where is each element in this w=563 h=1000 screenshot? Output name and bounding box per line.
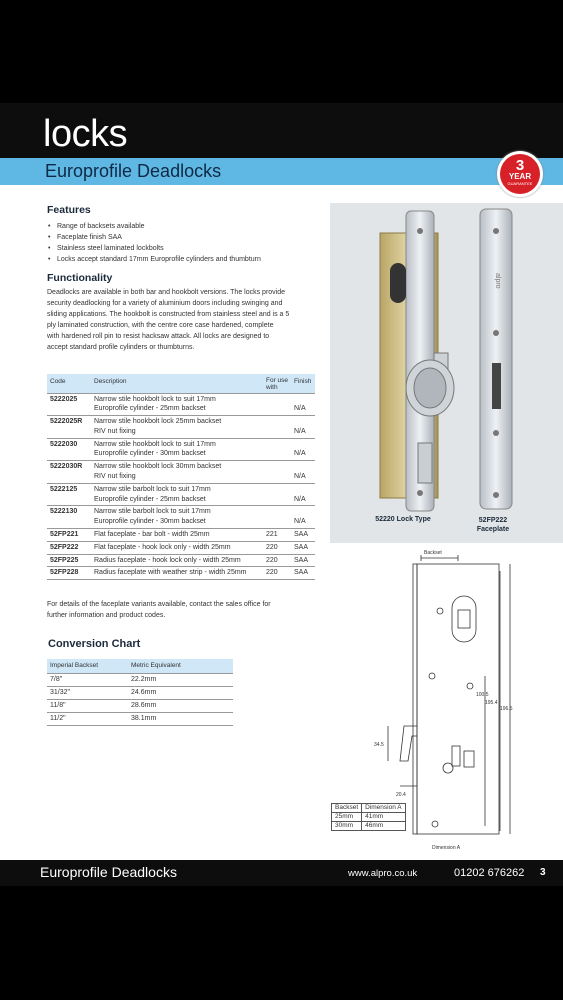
- desc-line: RIV nut fixing: [94, 473, 136, 481]
- functionality-line: accept standard profile cylinders or thumbturns.: [47, 344, 195, 351]
- metric-value: 22.2mm: [128, 673, 233, 686]
- row-description: [93, 461, 265, 484]
- feature-item: • Stainless steel laminated lockbolts: [47, 243, 317, 254]
- row-finish: SAA: [293, 554, 315, 567]
- footer-bar: [0, 860, 563, 886]
- metric-value: 38.1mm: [128, 712, 233, 725]
- row-description: [93, 506, 265, 529]
- row-code: 5222030R: [47, 461, 93, 484]
- dim-value: 41mm: [362, 813, 406, 822]
- table-row: [47, 461, 315, 484]
- table-row: [47, 416, 315, 439]
- header-finish: Finish: [293, 374, 315, 393]
- header-code: Code: [47, 374, 93, 393]
- conversion-header: [47, 659, 233, 673]
- functionality-heading: Functionality: [47, 272, 113, 284]
- functionality-line: security deadlocking for a variety of aluminium doors including swinging and: [47, 300, 283, 307]
- row-code: 52FP221: [47, 529, 93, 542]
- table-row: [47, 554, 315, 567]
- functionality-line: ply laminated construction, with the centre core case hardened, complete: [47, 322, 274, 329]
- row-for-use: 220: [265, 567, 293, 580]
- guarantee-badge: [497, 151, 543, 197]
- row-for-use: [265, 438, 293, 461]
- dimension-table-header: [332, 804, 406, 813]
- guarantee-badge-inner: [500, 154, 540, 194]
- faceplate-caption: [468, 516, 518, 534]
- row-description: [93, 554, 265, 567]
- page-subtitle: Europrofile Deadlocks: [45, 161, 222, 181]
- dim-header-dimension: Dimension A: [362, 804, 406, 813]
- badge-number: 3: [515, 157, 525, 174]
- feature-item: • Locks accept standard 17mm Europrofile cylinders and thumbturn: [47, 254, 317, 265]
- header-metric: Metric Equivalent: [128, 659, 233, 673]
- diagram-dim-100-5: 100.5: [476, 692, 489, 698]
- features-list: [47, 221, 317, 265]
- faceplate-caption-code: 52FP222: [478, 517, 508, 524]
- diagram-dim-195-4: 195.4: [485, 700, 498, 706]
- subtitle-bar: [0, 158, 563, 185]
- row-finish: N/A: [293, 506, 315, 529]
- row-code: 5222025R: [47, 416, 93, 439]
- dim-header-backset: Backset: [332, 804, 362, 813]
- row-finish: N/A: [293, 483, 315, 506]
- row-for-use: 220: [265, 554, 293, 567]
- imperial-value: 7/8": [47, 673, 128, 686]
- desc-line: Narrow stile barbolt lock to suit 17mm: [94, 485, 211, 493]
- badge-small-text: GUARANTEE: [507, 181, 533, 186]
- row-finish: N/A: [293, 438, 315, 461]
- row-for-use: [265, 483, 293, 506]
- row-for-use: [265, 416, 293, 439]
- note-line: further information and product codes.: [47, 612, 166, 619]
- row-code: 52FP225: [47, 554, 93, 567]
- diagram-backset-label: Backset: [424, 550, 442, 556]
- row-description: [93, 393, 265, 416]
- table-row: [47, 541, 315, 554]
- desc-line: Europrofile cylinder - 25mm backset: [94, 405, 206, 413]
- row-code: 5222125: [47, 483, 93, 506]
- table-row: [332, 813, 406, 822]
- row-description: [93, 567, 265, 580]
- badge-word: YEAR: [508, 172, 532, 181]
- desc-line: Narrow stile barbolt lock to suit 17mm: [94, 508, 211, 516]
- dim-value: 46mm: [362, 822, 406, 831]
- desc-line: Europrofile cylinder - 25mm backset: [94, 495, 206, 503]
- row-code: 52FP222: [47, 541, 93, 554]
- conversion-table: [47, 659, 233, 726]
- footer-url: www.alpro.co.uk: [348, 868, 418, 879]
- dimension-table: [331, 803, 406, 831]
- faceplate-engraving: alpro: [494, 273, 501, 289]
- feature-item: • Range of backsets available: [47, 221, 317, 232]
- table-row: [47, 506, 315, 529]
- features-heading: Features: [47, 204, 91, 216]
- row-finish: SAA: [293, 529, 315, 542]
- desc-line: Narrow stile hookbolt lock to suit 17mm: [94, 395, 216, 403]
- row-description: [93, 529, 265, 542]
- footer-label: Europrofile Deadlocks: [40, 864, 177, 880]
- lock-caption: 52220 Lock Type: [375, 516, 431, 523]
- footer-phone: 01202 676262: [454, 867, 525, 879]
- imperial-value: 11/2": [47, 712, 128, 725]
- desc-line: Europrofile cylinder - 30mm backset: [94, 518, 206, 526]
- desc-line: Radius faceplate - hook lock only - width 25mm: [94, 556, 241, 564]
- metric-value: 24.6mm: [128, 686, 233, 699]
- row-for-use: [265, 393, 293, 416]
- product-photo: [330, 203, 563, 543]
- product-table: [47, 374, 315, 580]
- conversion-chart-heading: Conversion Chart: [48, 638, 141, 650]
- row-finish: N/A: [293, 461, 315, 484]
- table-row: [332, 822, 406, 831]
- imperial-value: 31/32": [47, 686, 128, 699]
- details-note: [47, 599, 271, 621]
- table-row: [47, 567, 315, 580]
- functionality-line: sliding applications. The hookbolt is constructed from stainless steel and is a 5: [47, 311, 290, 318]
- lock-photo-illustration: [330, 203, 563, 543]
- functionality-line: with hardened roll pin to resist hacksaw attack. All locks are designed to: [47, 333, 270, 340]
- row-finish: SAA: [293, 541, 315, 554]
- table-row: [47, 712, 233, 725]
- faceplate-caption-word: Faceplate: [476, 526, 510, 533]
- desc-line: Europrofile cylinder - 30mm backset: [94, 450, 206, 458]
- row-description: [93, 416, 265, 439]
- row-code: 5222025: [47, 393, 93, 416]
- desc-line: Narrow stile hookbolt lock 30mm backset: [94, 463, 222, 471]
- functionality-line: Deadlocks are available in both bar and hookbolt versions. The locks provide: [47, 289, 286, 296]
- row-description: [93, 438, 265, 461]
- row-code: 5222130: [47, 506, 93, 529]
- note-line: For details of the faceplate variants available, contact the sales office for: [47, 601, 271, 608]
- row-finish: N/A: [293, 416, 315, 439]
- table-row: [47, 699, 233, 712]
- row-finish: N/A: [293, 393, 315, 416]
- row-code: 5222030: [47, 438, 93, 461]
- row-description: [93, 541, 265, 554]
- page-title: locks: [43, 113, 128, 155]
- row-for-use: [265, 506, 293, 529]
- diagram-dim-20-4: 20.4: [396, 792, 406, 798]
- header-description: Description: [93, 374, 265, 393]
- row-for-use: [265, 461, 293, 484]
- feature-item: • Faceplate finish SAA: [47, 232, 317, 243]
- product-table-header: [47, 374, 315, 393]
- diagram-dim-34-5: 34.5: [374, 742, 384, 748]
- diagram-dimension-a: Dimension A: [432, 845, 461, 851]
- row-code: 52FP228: [47, 567, 93, 580]
- desc-line: Radius faceplate with weather strip - width 25mm: [94, 569, 247, 577]
- row-description: [93, 483, 265, 506]
- header-bar: [0, 103, 563, 158]
- header-for-use: For use with: [265, 374, 293, 393]
- desc-line: Narrow stile hookbolt lock to suit 17mm: [94, 440, 216, 448]
- row-finish: SAA: [293, 567, 315, 580]
- table-row: [47, 673, 233, 686]
- diagram-dim-196-5: 196.5: [500, 706, 513, 712]
- table-row: [47, 529, 315, 542]
- table-row: [47, 483, 315, 506]
- metric-value: 28.6mm: [128, 699, 233, 712]
- desc-line: Narrow stile hookbolt lock 25mm backset: [94, 418, 222, 426]
- dim-backset: 25mm: [332, 813, 362, 822]
- table-row: [47, 393, 315, 416]
- desc-line: RIV nut fixing: [94, 427, 136, 435]
- page-number: 3: [540, 867, 546, 878]
- row-for-use: 220: [265, 541, 293, 554]
- header-imperial: Imperial Backset: [47, 659, 128, 673]
- desc-line: Flat faceplate - hook lock only - width 25mm: [94, 543, 231, 551]
- functionality-text: [47, 287, 289, 353]
- desc-line: Flat faceplate - bar bolt - width 25mm: [94, 531, 210, 539]
- dim-backset: 30mm: [332, 822, 362, 831]
- catalogue-page: [0, 103, 563, 886]
- table-row: [47, 686, 233, 699]
- table-row: [47, 438, 315, 461]
- imperial-value: 11/8": [47, 699, 128, 712]
- row-for-use: 221: [265, 529, 293, 542]
